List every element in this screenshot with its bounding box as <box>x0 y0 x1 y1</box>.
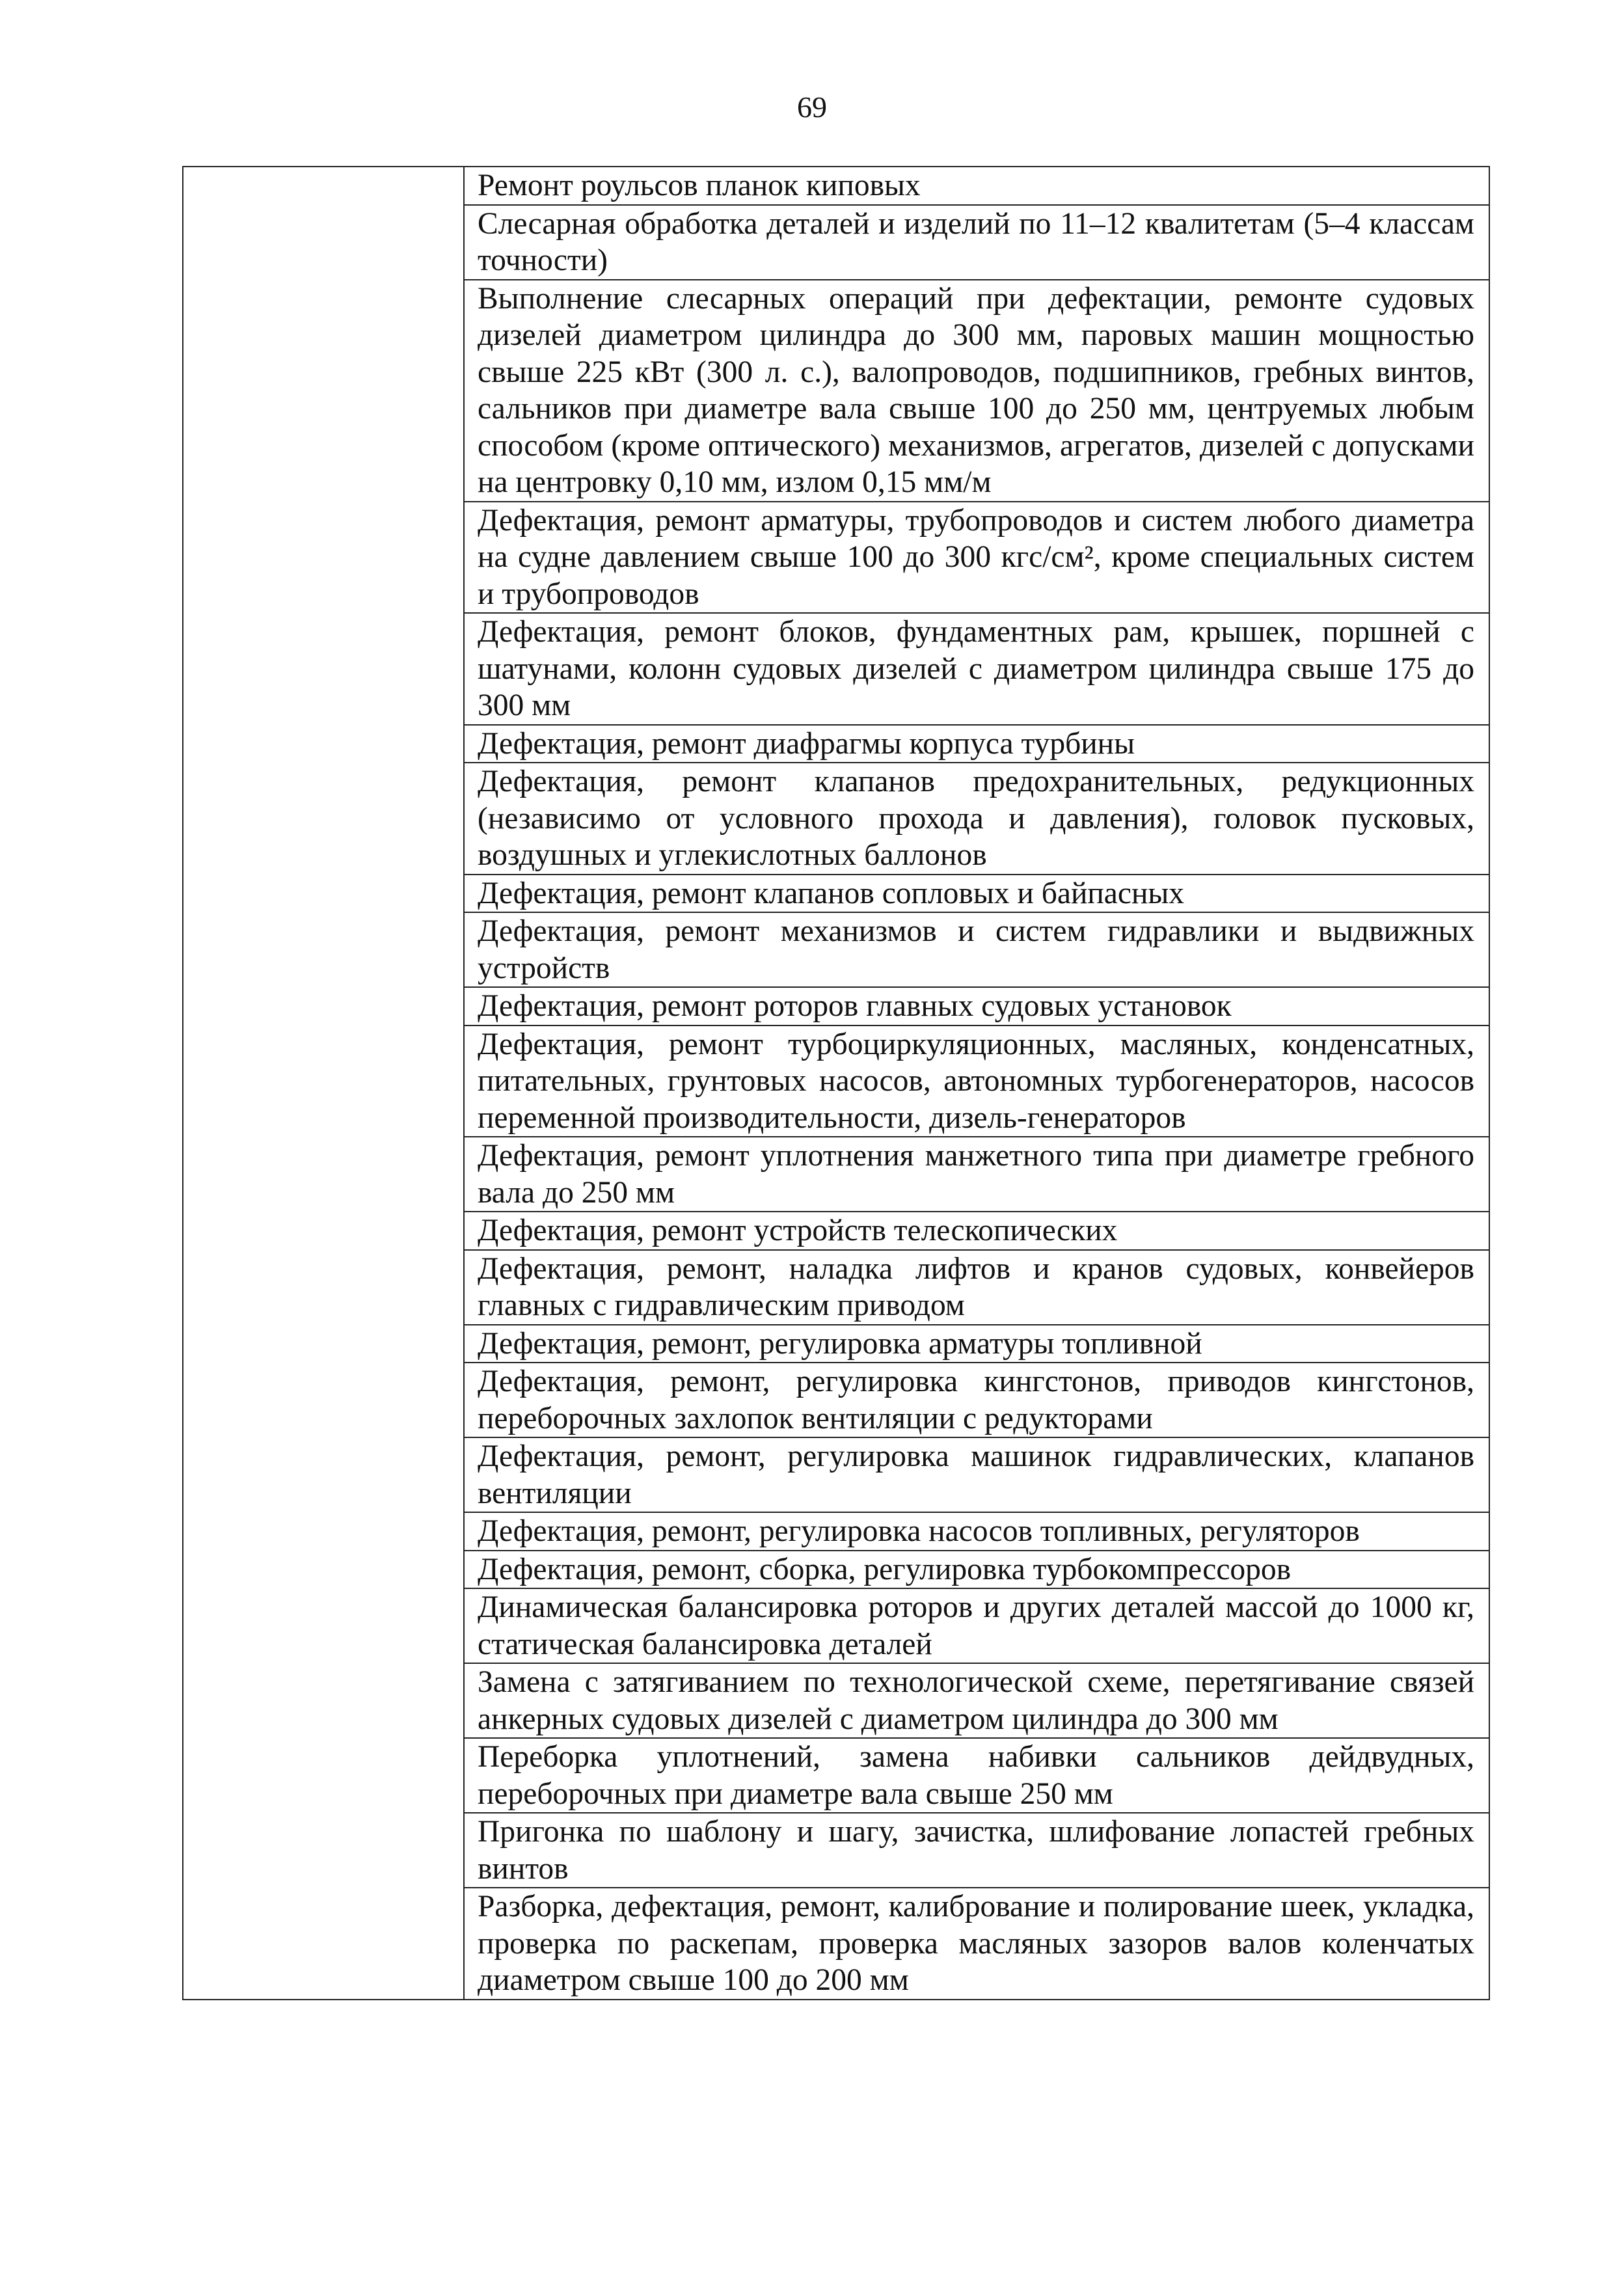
work-description-cell: Динамическая балансировка роторов и других деталей массой до 1000 кг, статическая балансировка деталей <box>464 1588 1489 1663</box>
work-description-cell: Дефектация, ремонт турбоциркуляционных, масляных, конденсатных, питательных, грунтовых насосов, автономных турбогенераторов, насосов переменной производительности, дизель-генераторов <box>464 1026 1489 1137</box>
work-description-cell: Дефектация, ремонт диафрагмы корпуса турбины <box>464 725 1489 763</box>
work-description-cell: Дефектация, ремонт арматуры, трубопроводов и систем любого диаметра на судне давлением свыше 100 до 300 кгс/см², кроме специальных систем и трубопроводов <box>464 502 1489 614</box>
profession-column-cell <box>183 167 464 2000</box>
work-description-cell: Дефектация, ремонт роторов главных судовых установок <box>464 987 1489 1026</box>
work-description-cell: Выполнение слесарных операций при дефектации, ремонте судовых дизелей диаметром цилиндра до 300 мм, паровых машин мощностью свыше 225 кВт (300 л. с.), валопроводов, подшипников, гребных винтов, сальников при диаметре вала свыше 100 до 250 мм, центруемых любым способом (кроме оптического) механизмов, агрегатов, дизелей с допусками на центровку 0,10 мм, излом 0,15 мм/м <box>464 280 1489 502</box>
work-description-cell: Дефектация, ремонт устройств телескопических <box>464 1212 1489 1250</box>
work-description-cell: Дефектация, ремонт, регулировка насосов топливных, регуляторов <box>464 1512 1489 1551</box>
work-description-cell: Разборка, дефектация, ремонт, калибрование и полирование шеек, укладка, проверка по раскепам, проверка масляных зазоров валов коленчатых диаметром свыше 100 до 200 мм <box>464 1888 1489 2000</box>
work-description-cell: Пригонка по шаблону и шагу, зачистка, шлифование лопастей гребных винтов <box>464 1813 1489 1888</box>
page-number: 69 <box>797 90 827 124</box>
work-description-cell: Дефектация, ремонт блоков, фундаментных рам, крышек, поршней с шатунами, колонн судовых дизелей с диаметром цилиндра свыше 175 до 300 мм <box>464 613 1489 725</box>
work-description-cell: Дефектация, ремонт, регулировка кингстонов, приводов кингстонов, переборочных захлопок вентиляции с редукторами <box>464 1363 1489 1437</box>
work-description-cell: Дефектация, ремонт, сборка, регулировка турбокомпрессоров <box>464 1551 1489 1589</box>
work-description-cell: Переборка уплотнений, замена набивки сальников дейдвудных, переборочных при диаметре вала свыше 250 мм <box>464 1738 1489 1813</box>
work-description-cell: Дефектация, ремонт, регулировка арматуры топливной <box>464 1325 1489 1363</box>
work-description-cell: Слесарная обработка деталей и изделий по 11–12 квалитетам (5–4 классам точности) <box>464 205 1489 280</box>
work-description-cell: Дефектация, ремонт механизмов и систем гидравлики и выдвижных устройств <box>464 912 1489 987</box>
work-list-table <box>182 166 1490 2000</box>
work-description-cell: Дефектация, ремонт клапанов предохранительных, редукционных (независимо от условного прохода и давления), головок пусковых, воздушных и углекислотных баллонов <box>464 763 1489 875</box>
work-description-cell: Дефектация, ремонт, наладка лифтов и кранов судовых, конвейеров главных с гидравлическим приводом <box>464 1250 1489 1325</box>
work-description-cell: Замена с затягиванием по технологической схеме, перетягивание связей анкерных судовых дизелей с диаметром цилиндра до 300 мм <box>464 1663 1489 1738</box>
table-row <box>183 167 1489 205</box>
work-description-cell: Дефектация, ремонт уплотнения манжетного типа при диаметре гребного вала до 250 мм <box>464 1137 1489 1212</box>
work-description-cell: Ремонт роульсов планок киповых <box>464 167 1489 205</box>
work-description-cell: Дефектация, ремонт, регулировка машинок гидравлических, клапанов вентиляции <box>464 1437 1489 1512</box>
work-description-cell: Дефектация, ремонт клапанов сопловых и байпасных <box>464 875 1489 913</box>
